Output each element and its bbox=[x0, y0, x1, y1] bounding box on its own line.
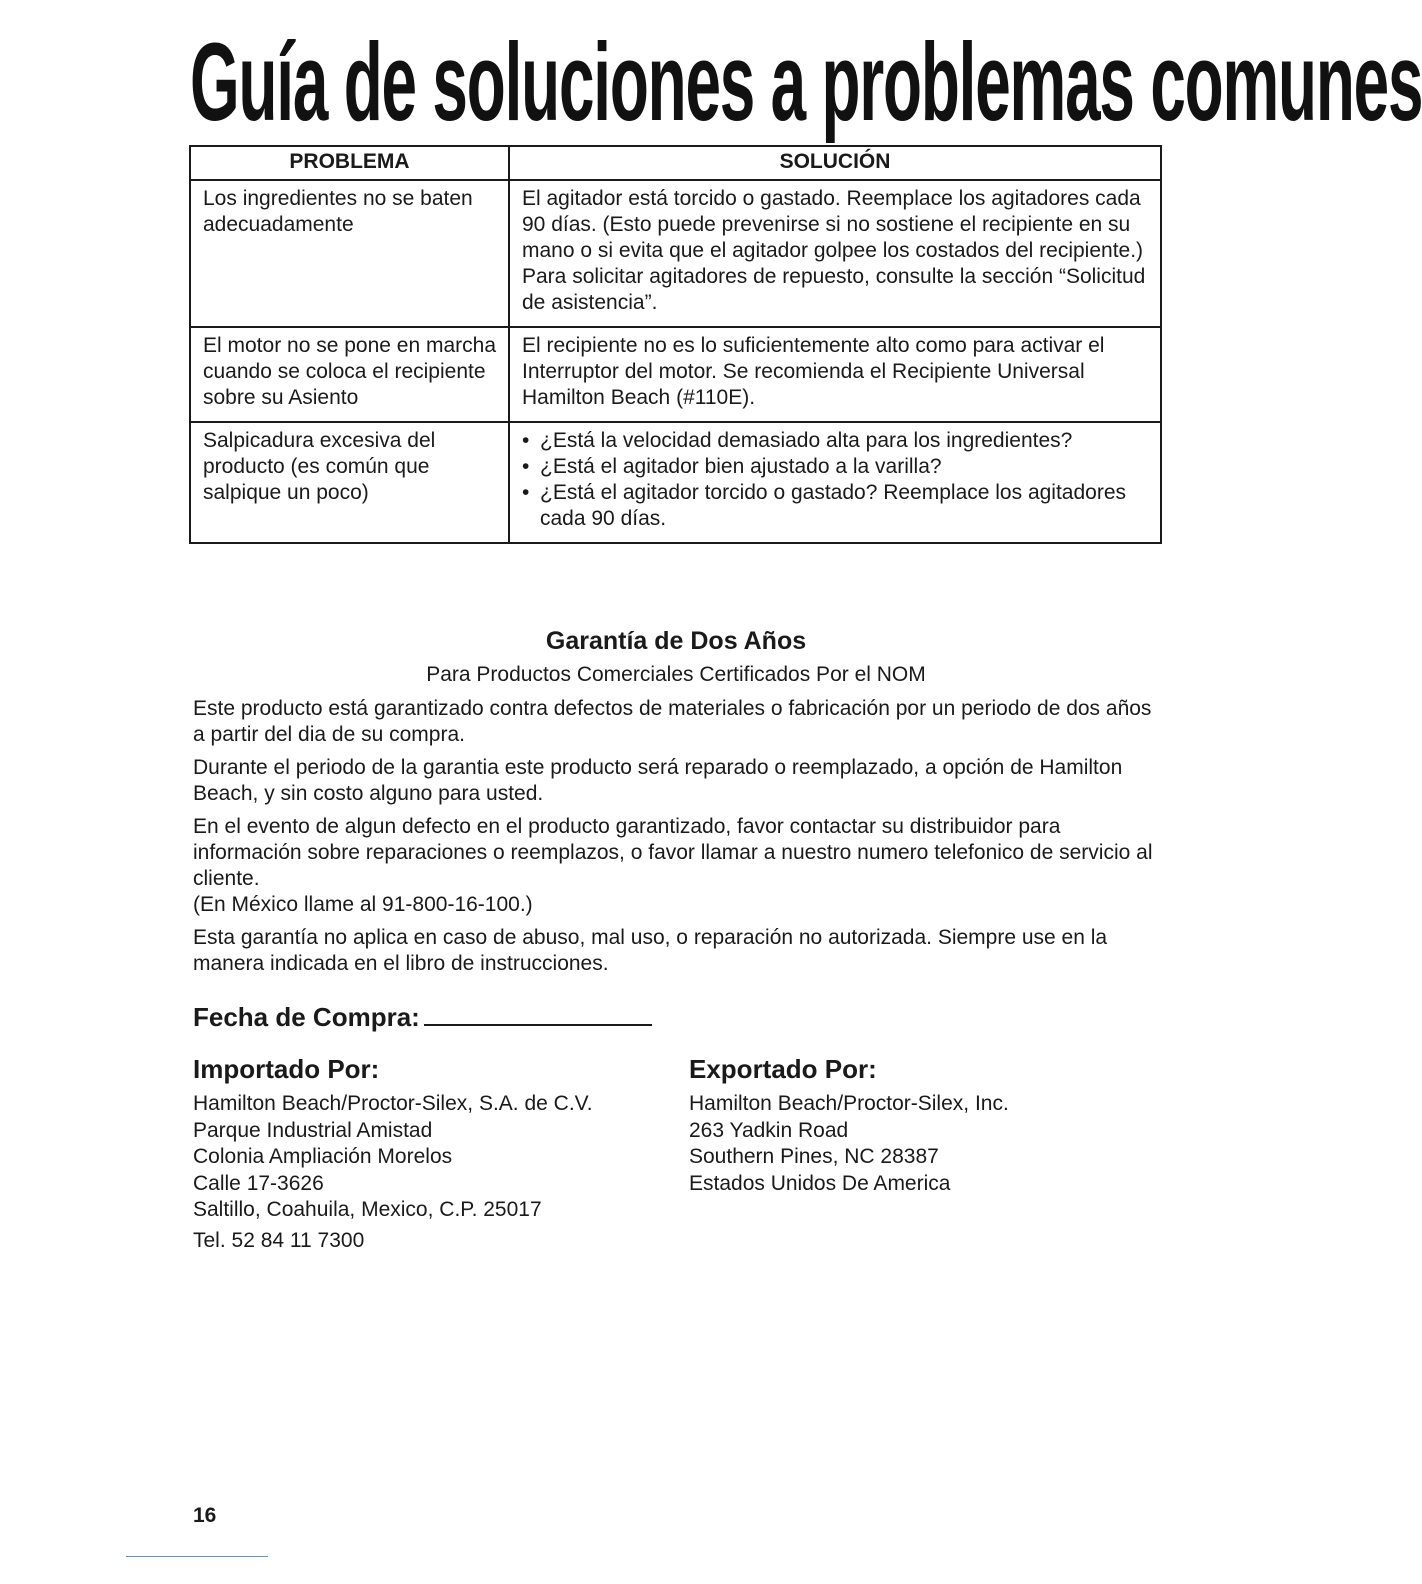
solution-cell: El recipiente no es lo suficientemente alto como para activar el Interruptor del motor. Se recomienda el Recipiente Universal Hamilton Beach (#110E). bbox=[509, 327, 1161, 422]
importer-line: Colonia Ampliación Morelos bbox=[193, 1145, 453, 1168]
table-row bbox=[190, 180, 1161, 327]
column-header-solution: SOLUCIÓN bbox=[509, 146, 1161, 180]
exporter-line: Southern Pines, NC 28387 bbox=[689, 1145, 939, 1168]
purchase-date-field bbox=[193, 998, 652, 1034]
warranty-paragraph: Durante el periodo de la garantia este producto será reparado o reemplazado, a opción de Hamilton Beach, y sin costo alguno para usted. bbox=[193, 756, 1123, 805]
importer-line: Parque Industrial Amistad bbox=[193, 1118, 433, 1142]
importer-heading: Importado Por: bbox=[193, 1054, 380, 1084]
warranty-paragraph: En el evento de algun defecto en el producto garantizado, favor contactar su distribuidor para información sobre reparaciones o reemplazos, o favor llamar a nuestro numero telefonico de servicio al cliente. bbox=[193, 815, 1153, 890]
solution-cell bbox=[509, 422, 1161, 543]
solution-bullet-list bbox=[522, 428, 1148, 532]
importer-line: Saltillo, Coahuila, Mexico, C.P. 25017 bbox=[193, 1198, 542, 1221]
column-header-problem: PROBLEMA bbox=[190, 146, 509, 180]
warranty-paragraph: Esta garantía no aplica en caso de abuso, mal uso, o reparación no autorizada. Siempre use en la manera indicada en el libro de instrucciones. bbox=[193, 926, 1108, 975]
solution-bullet: • ¿Está la velocidad demasiado alta para los ingredientes? bbox=[522, 428, 1148, 454]
warranty-paragraph: Este producto está garantizado contra defectos de materiales o fabricación por un periodo de dos años a partir del dia de su compra. bbox=[193, 697, 1152, 746]
page-title: Guía de soluciones a problemas comunes bbox=[190, 21, 1422, 144]
warranty-title: Garantía de Dos Años bbox=[545, 627, 807, 655]
footer-rule bbox=[126, 1556, 268, 1557]
exporter-heading: Exportado Por: bbox=[689, 1054, 877, 1084]
table-row bbox=[190, 327, 1161, 422]
problem-cell: Salpicadura excesiva del producto (es común que salpique un poco) bbox=[190, 422, 509, 543]
solution-bullet: • ¿Está el agitador bien ajustado a la varilla? bbox=[522, 454, 1148, 480]
solution-cell: El agitador está torcido o gastado. Reemplace los agitadores cada 90 días. (Esto puede prevenirse si no sostiene el recipiente en su mano o si evita que el agitador golpee los costados del recipiente.) Para solicitar agitadores de repuesto, consulte la sección “Solicitud de asistencia”. bbox=[509, 180, 1161, 327]
problem-cell: Los ingredientes no se baten adecuadamente bbox=[190, 180, 509, 327]
importer-line: Hamilton Beach/Proctor-Silex, S.A. de C.V. bbox=[193, 1092, 593, 1115]
exporter-line: 263 Yadkin Road bbox=[689, 1118, 849, 1142]
importer-phone: Tel. 52 84 11 7300 bbox=[193, 1228, 365, 1252]
exporter-block bbox=[689, 1053, 1009, 1197]
exporter-line: Hamilton Beach/Proctor-Silex, Inc. bbox=[689, 1092, 1009, 1115]
warranty-subtitle: Para Productos Comerciales Certificados Por el NOM bbox=[426, 663, 926, 686]
exporter-line: Estados Unidos De America bbox=[689, 1171, 951, 1195]
warranty-phone-note: (En México llame al 91-800-16-100.) bbox=[193, 893, 533, 916]
table-row bbox=[190, 422, 1161, 543]
purchase-date-label: Fecha de Compra: bbox=[193, 1002, 420, 1032]
table-header-row bbox=[190, 146, 1161, 180]
solution-bullet: • ¿Está el agitador torcido o gastado? Reemplace los agitadores cada 90 días. bbox=[522, 480, 1148, 532]
troubleshooting-table bbox=[189, 145, 1162, 544]
importer-line: Calle 17-3626 bbox=[193, 1171, 324, 1195]
warranty-body bbox=[193, 696, 1153, 984]
purchase-date-blank-line bbox=[424, 998, 652, 1026]
importer-block bbox=[193, 1053, 593, 1254]
page-number: 16 bbox=[193, 1504, 217, 1527]
problem-cell: El motor no se pone en marcha cuando se coloca el recipiente sobre su Asiento bbox=[190, 327, 509, 422]
